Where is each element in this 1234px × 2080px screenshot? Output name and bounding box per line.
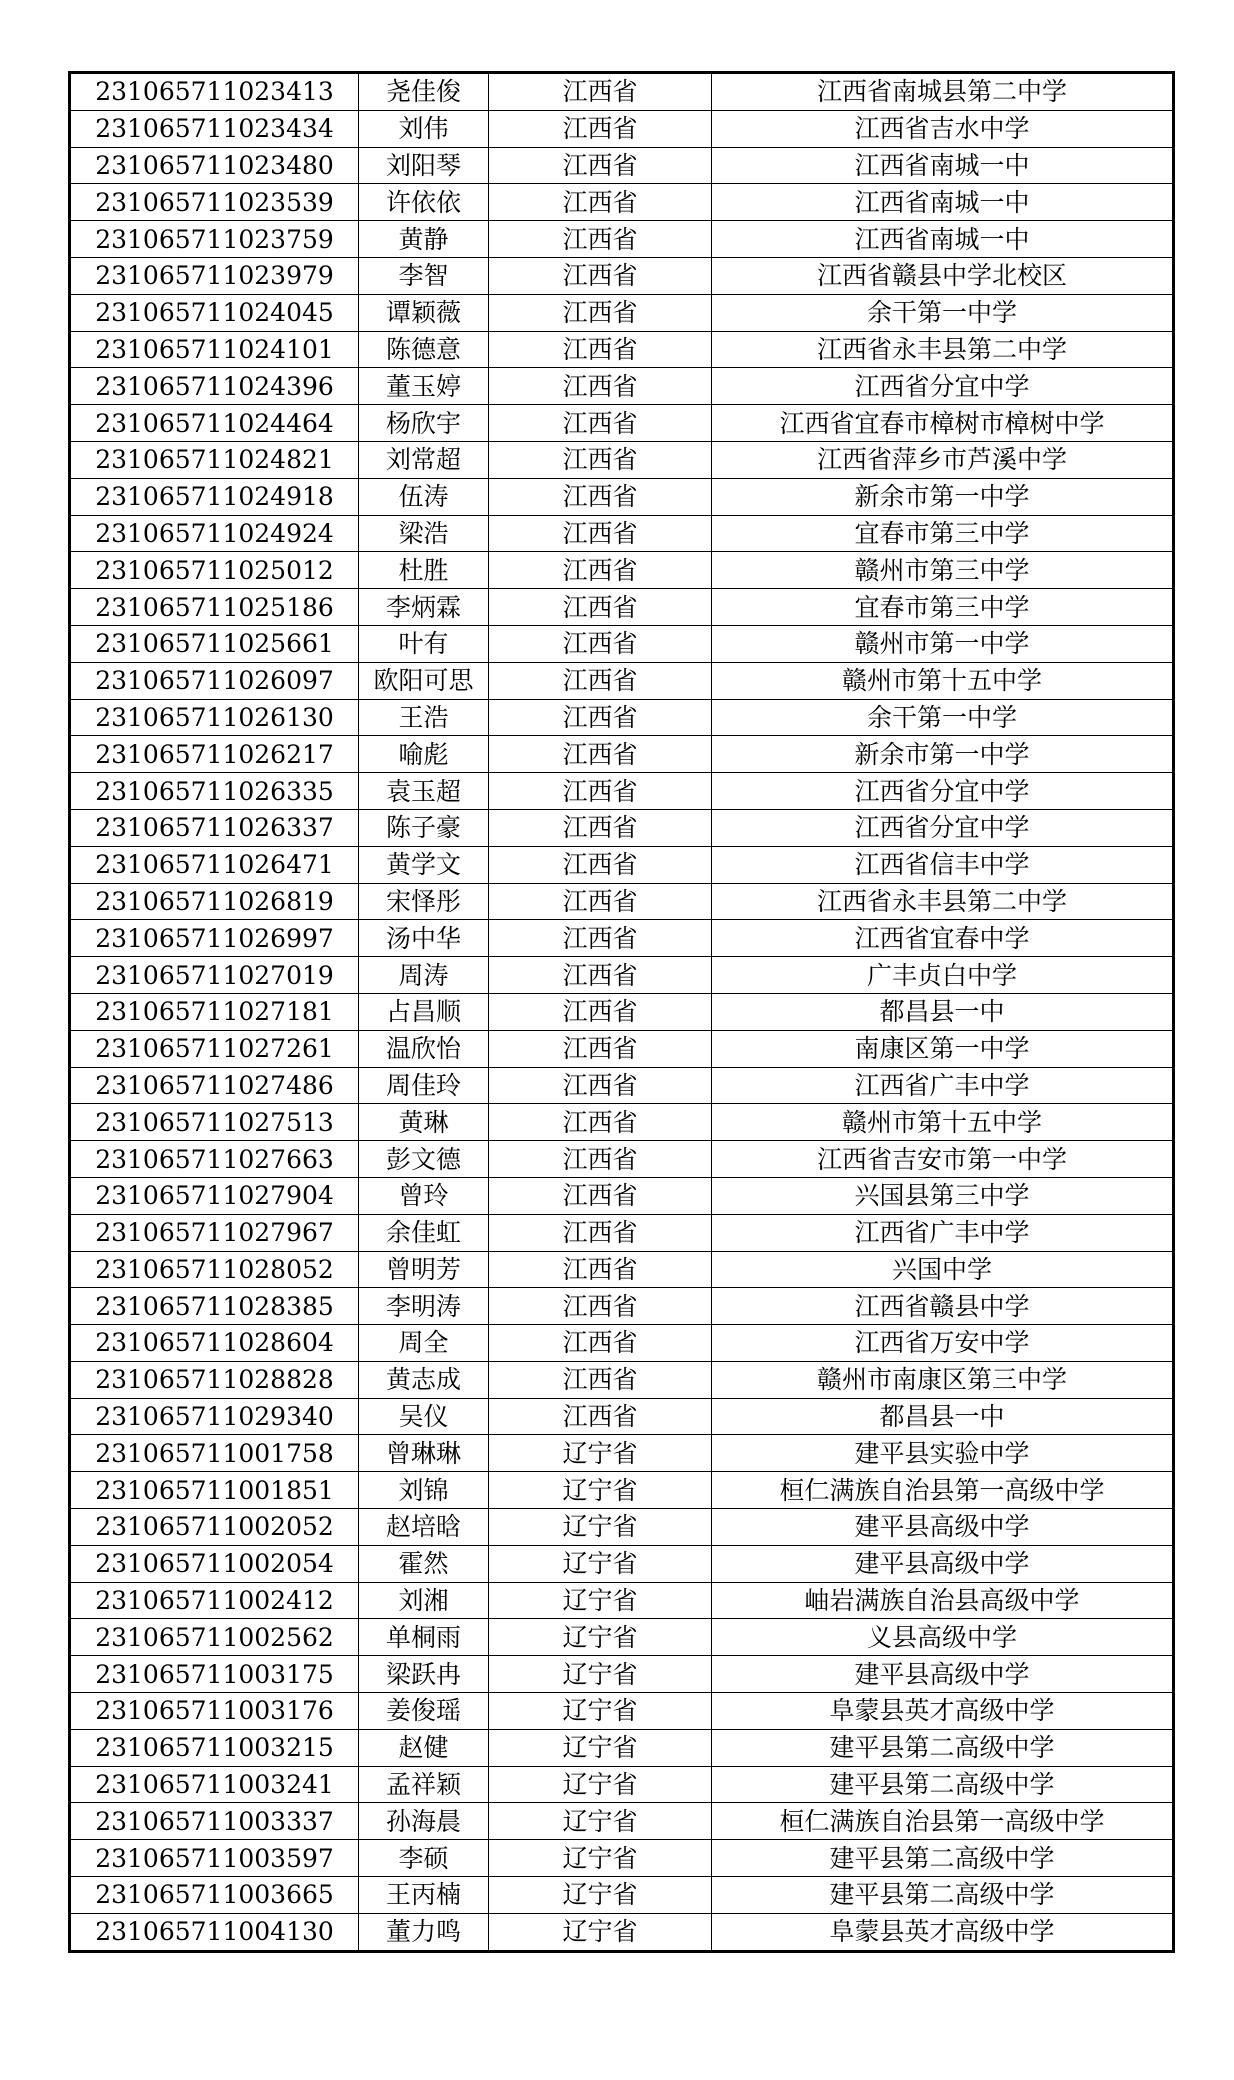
province-cell: 江西省 bbox=[489, 184, 712, 221]
school-cell: 兴国中学 bbox=[712, 1251, 1174, 1288]
candidate-id-cell: 231065711029340 bbox=[70, 1398, 359, 1435]
table-row bbox=[70, 1067, 1174, 1104]
school-cell: 江西省分宜中学 bbox=[712, 368, 1174, 405]
province-cell: 江西省 bbox=[489, 73, 712, 111]
name-cell: 曾明芳 bbox=[359, 1251, 489, 1288]
candidate-id-cell: 231065711003337 bbox=[70, 1803, 359, 1840]
school-cell: 南康区第一中学 bbox=[712, 1030, 1174, 1067]
name-cell: 陈德意 bbox=[359, 331, 489, 368]
candidate-id-cell: 231065711026097 bbox=[70, 662, 359, 699]
province-cell: 江西省 bbox=[489, 736, 712, 773]
candidate-id-cell: 231065711003241 bbox=[70, 1766, 359, 1803]
table-row bbox=[70, 1288, 1174, 1325]
province-cell: 江西省 bbox=[489, 1104, 712, 1141]
province-cell: 辽宁省 bbox=[489, 1656, 712, 1693]
name-cell: 周全 bbox=[359, 1325, 489, 1362]
table-row bbox=[70, 1435, 1174, 1472]
school-cell: 阜蒙县英才高级中学 bbox=[712, 1913, 1174, 1951]
candidate-id-cell: 231065711002562 bbox=[70, 1619, 359, 1656]
table-row bbox=[70, 257, 1174, 294]
name-cell: 黄志成 bbox=[359, 1361, 489, 1398]
province-cell: 江西省 bbox=[489, 662, 712, 699]
name-cell: 霍然 bbox=[359, 1545, 489, 1582]
table-row bbox=[70, 1472, 1174, 1509]
name-cell: 周涛 bbox=[359, 957, 489, 994]
school-cell: 桓仁满族自治县第一高级中学 bbox=[712, 1472, 1174, 1509]
province-cell: 江西省 bbox=[489, 1177, 712, 1214]
table-row bbox=[70, 1803, 1174, 1840]
name-cell: 孟祥颖 bbox=[359, 1766, 489, 1803]
table-row bbox=[70, 699, 1174, 736]
table-row bbox=[70, 552, 1174, 589]
school-cell: 兴国县第三中学 bbox=[712, 1177, 1174, 1214]
school-cell: 岫岩满族自治县高级中学 bbox=[712, 1582, 1174, 1619]
school-cell: 建平县第二高级中学 bbox=[712, 1877, 1174, 1914]
name-cell: 董力鸣 bbox=[359, 1913, 489, 1951]
candidate-id-cell: 231065711027904 bbox=[70, 1177, 359, 1214]
school-cell: 江西省宜春市樟树市樟树中学 bbox=[712, 405, 1174, 442]
school-cell: 新余市第一中学 bbox=[712, 478, 1174, 515]
province-cell: 江西省 bbox=[489, 147, 712, 184]
name-cell: 温欣怡 bbox=[359, 1030, 489, 1067]
school-cell: 建平县高级中学 bbox=[712, 1545, 1174, 1582]
province-cell: 江西省 bbox=[489, 1030, 712, 1067]
table-row bbox=[70, 920, 1174, 957]
school-cell: 建平县第二高级中学 bbox=[712, 1729, 1174, 1766]
school-cell: 赣州市南康区第三中学 bbox=[712, 1361, 1174, 1398]
candidate-id-cell: 231065711003175 bbox=[70, 1656, 359, 1693]
name-cell: 叶有 bbox=[359, 625, 489, 662]
school-cell: 江西省永丰县第二中学 bbox=[712, 883, 1174, 920]
school-cell: 桓仁满族自治县第一高级中学 bbox=[712, 1803, 1174, 1840]
table-row bbox=[70, 883, 1174, 920]
name-cell: 刘湘 bbox=[359, 1582, 489, 1619]
candidate-id-cell: 231065711028385 bbox=[70, 1288, 359, 1325]
school-cell: 江西省南城一中 bbox=[712, 221, 1174, 258]
school-cell: 建平县第二高级中学 bbox=[712, 1766, 1174, 1803]
table-row bbox=[70, 662, 1174, 699]
name-cell: 梁跃冉 bbox=[359, 1656, 489, 1693]
name-cell: 刘阳琴 bbox=[359, 147, 489, 184]
school-cell: 江西省萍乡市芦溪中学 bbox=[712, 441, 1174, 478]
name-cell: 喻彪 bbox=[359, 736, 489, 773]
school-cell: 宜春市第三中学 bbox=[712, 515, 1174, 552]
name-cell: 赵培晗 bbox=[359, 1509, 489, 1546]
province-cell: 辽宁省 bbox=[489, 1913, 712, 1951]
table-row bbox=[70, 1398, 1174, 1435]
name-cell: 曾玲 bbox=[359, 1177, 489, 1214]
school-cell: 都昌县一中 bbox=[712, 993, 1174, 1030]
candidate-id-cell: 231065711025186 bbox=[70, 589, 359, 626]
table-row bbox=[70, 589, 1174, 626]
school-cell: 江西省吉水中学 bbox=[712, 110, 1174, 147]
province-cell: 江西省 bbox=[489, 957, 712, 994]
province-cell: 辽宁省 bbox=[489, 1619, 712, 1656]
table-row bbox=[70, 809, 1174, 846]
candidate-id-cell: 231065711001851 bbox=[70, 1472, 359, 1509]
name-cell: 周佳玲 bbox=[359, 1067, 489, 1104]
province-cell: 江西省 bbox=[489, 625, 712, 662]
name-cell: 尧佳俊 bbox=[359, 73, 489, 111]
province-cell: 辽宁省 bbox=[489, 1582, 712, 1619]
candidate-id-cell: 231065711023759 bbox=[70, 221, 359, 258]
table-row bbox=[70, 1325, 1174, 1362]
table-row bbox=[70, 1656, 1174, 1693]
name-cell: 刘伟 bbox=[359, 110, 489, 147]
province-cell: 江西省 bbox=[489, 478, 712, 515]
province-cell: 江西省 bbox=[489, 993, 712, 1030]
name-cell: 李炳霖 bbox=[359, 589, 489, 626]
candidate-id-cell: 231065711024464 bbox=[70, 405, 359, 442]
candidate-id-cell: 231065711026130 bbox=[70, 699, 359, 736]
province-cell: 江西省 bbox=[489, 1141, 712, 1178]
name-cell: 杨欣宇 bbox=[359, 405, 489, 442]
candidate-id-cell: 231065711026471 bbox=[70, 846, 359, 883]
name-cell: 梁浩 bbox=[359, 515, 489, 552]
candidate-id-cell: 231065711027663 bbox=[70, 1141, 359, 1178]
candidate-id-cell: 231065711003665 bbox=[70, 1877, 359, 1914]
province-cell: 江西省 bbox=[489, 110, 712, 147]
school-cell: 赣州市第十五中学 bbox=[712, 1104, 1174, 1141]
name-cell: 欧阳可思 bbox=[359, 662, 489, 699]
table-row bbox=[70, 1729, 1174, 1766]
province-cell: 江西省 bbox=[489, 589, 712, 626]
province-cell: 江西省 bbox=[489, 294, 712, 331]
name-cell: 黄静 bbox=[359, 221, 489, 258]
candidate-id-cell: 231065711002052 bbox=[70, 1509, 359, 1546]
candidate-id-cell: 231065711026217 bbox=[70, 736, 359, 773]
candidate-id-cell: 231065711027181 bbox=[70, 993, 359, 1030]
province-cell: 江西省 bbox=[489, 405, 712, 442]
candidate-id-cell: 231065711024101 bbox=[70, 331, 359, 368]
candidate-id-cell: 231065711024396 bbox=[70, 368, 359, 405]
table-row bbox=[70, 1877, 1174, 1914]
name-cell: 占昌顺 bbox=[359, 993, 489, 1030]
name-cell: 袁玉超 bbox=[359, 773, 489, 810]
table-row bbox=[70, 736, 1174, 773]
province-cell: 江西省 bbox=[489, 1251, 712, 1288]
province-cell: 江西省 bbox=[489, 1325, 712, 1362]
province-cell: 江西省 bbox=[489, 1361, 712, 1398]
school-cell: 江西省赣县中学北校区 bbox=[712, 257, 1174, 294]
candidate-id-cell: 231065711026819 bbox=[70, 883, 359, 920]
table-row bbox=[70, 73, 1174, 111]
name-cell: 李硕 bbox=[359, 1840, 489, 1877]
school-cell: 都昌县一中 bbox=[712, 1398, 1174, 1435]
roster-table-body bbox=[70, 73, 1174, 1952]
school-cell: 建平县第二高级中学 bbox=[712, 1840, 1174, 1877]
candidate-id-cell: 231065711023413 bbox=[70, 73, 359, 111]
name-cell: 许依依 bbox=[359, 184, 489, 221]
province-cell: 江西省 bbox=[489, 368, 712, 405]
table-row bbox=[70, 147, 1174, 184]
name-cell: 黄学文 bbox=[359, 846, 489, 883]
candidate-id-cell: 231065711023434 bbox=[70, 110, 359, 147]
table-row bbox=[70, 478, 1174, 515]
table-row bbox=[70, 1177, 1174, 1214]
school-cell: 赣州市第一中学 bbox=[712, 625, 1174, 662]
school-cell: 广丰贞白中学 bbox=[712, 957, 1174, 994]
name-cell: 王浩 bbox=[359, 699, 489, 736]
name-cell: 李智 bbox=[359, 257, 489, 294]
candidate-id-cell: 231065711025661 bbox=[70, 625, 359, 662]
name-cell: 赵健 bbox=[359, 1729, 489, 1766]
school-cell: 江西省信丰中学 bbox=[712, 846, 1174, 883]
school-cell: 江西省南城一中 bbox=[712, 147, 1174, 184]
province-cell: 江西省 bbox=[489, 441, 712, 478]
table-row bbox=[70, 221, 1174, 258]
province-cell: 江西省 bbox=[489, 1398, 712, 1435]
school-cell: 赣州市第十五中学 bbox=[712, 662, 1174, 699]
table-row bbox=[70, 368, 1174, 405]
school-cell: 义县高级中学 bbox=[712, 1619, 1174, 1656]
table-row bbox=[70, 1361, 1174, 1398]
province-cell: 辽宁省 bbox=[489, 1803, 712, 1840]
province-cell: 江西省 bbox=[489, 773, 712, 810]
table-row bbox=[70, 1693, 1174, 1730]
school-cell: 宜春市第三中学 bbox=[712, 589, 1174, 626]
candidate-id-cell: 231065711027513 bbox=[70, 1104, 359, 1141]
name-cell: 姜俊瑶 bbox=[359, 1693, 489, 1730]
name-cell: 黄琳 bbox=[359, 1104, 489, 1141]
school-cell: 江西省广丰中学 bbox=[712, 1067, 1174, 1104]
roster-table bbox=[68, 71, 1175, 1953]
candidate-id-cell: 231065711026335 bbox=[70, 773, 359, 810]
province-cell: 江西省 bbox=[489, 846, 712, 883]
school-cell: 建平县实验中学 bbox=[712, 1435, 1174, 1472]
school-cell: 余干第一中学 bbox=[712, 699, 1174, 736]
province-cell: 辽宁省 bbox=[489, 1840, 712, 1877]
table-row bbox=[70, 1251, 1174, 1288]
candidate-id-cell: 231065711027261 bbox=[70, 1030, 359, 1067]
name-cell: 汤中华 bbox=[359, 920, 489, 957]
candidate-id-cell: 231065711023480 bbox=[70, 147, 359, 184]
school-cell: 江西省分宜中学 bbox=[712, 773, 1174, 810]
province-cell: 江西省 bbox=[489, 1288, 712, 1325]
candidate-id-cell: 231065711001758 bbox=[70, 1435, 359, 1472]
candidate-id-cell: 231065711026337 bbox=[70, 809, 359, 846]
name-cell: 曾琳琳 bbox=[359, 1435, 489, 1472]
name-cell: 谭颖薇 bbox=[359, 294, 489, 331]
table-row bbox=[70, 993, 1174, 1030]
province-cell: 辽宁省 bbox=[489, 1693, 712, 1730]
province-cell: 辽宁省 bbox=[489, 1729, 712, 1766]
table-row bbox=[70, 1141, 1174, 1178]
school-cell: 江西省永丰县第二中学 bbox=[712, 331, 1174, 368]
province-cell: 江西省 bbox=[489, 221, 712, 258]
school-cell: 阜蒙县英才高级中学 bbox=[712, 1693, 1174, 1730]
candidate-id-cell: 231065711002054 bbox=[70, 1545, 359, 1582]
table-row bbox=[70, 1582, 1174, 1619]
candidate-id-cell: 231065711003176 bbox=[70, 1693, 359, 1730]
name-cell: 单桐雨 bbox=[359, 1619, 489, 1656]
table-row bbox=[70, 184, 1174, 221]
name-cell: 孙海晨 bbox=[359, 1803, 489, 1840]
school-cell: 江西省南城县第二中学 bbox=[712, 73, 1174, 111]
table-row bbox=[70, 773, 1174, 810]
school-cell: 江西省吉安市第一中学 bbox=[712, 1141, 1174, 1178]
province-cell: 江西省 bbox=[489, 552, 712, 589]
school-cell: 江西省万安中学 bbox=[712, 1325, 1174, 1362]
school-cell: 建平县高级中学 bbox=[712, 1656, 1174, 1693]
name-cell: 杜胜 bbox=[359, 552, 489, 589]
province-cell: 江西省 bbox=[489, 809, 712, 846]
name-cell: 余佳虹 bbox=[359, 1214, 489, 1251]
province-cell: 辽宁省 bbox=[489, 1545, 712, 1582]
province-cell: 辽宁省 bbox=[489, 1877, 712, 1914]
table-row bbox=[70, 515, 1174, 552]
province-cell: 辽宁省 bbox=[489, 1435, 712, 1472]
province-cell: 江西省 bbox=[489, 1067, 712, 1104]
school-cell: 赣州市第三中学 bbox=[712, 552, 1174, 589]
table-row bbox=[70, 441, 1174, 478]
school-cell: 余干第一中学 bbox=[712, 294, 1174, 331]
table-row bbox=[70, 1766, 1174, 1803]
name-cell: 陈子豪 bbox=[359, 809, 489, 846]
candidate-id-cell: 231065711002412 bbox=[70, 1582, 359, 1619]
table-row bbox=[70, 110, 1174, 147]
province-cell: 江西省 bbox=[489, 699, 712, 736]
table-row bbox=[70, 625, 1174, 662]
candidate-id-cell: 231065711028828 bbox=[70, 1361, 359, 1398]
candidate-id-cell: 231065711004130 bbox=[70, 1913, 359, 1951]
table-row bbox=[70, 1913, 1174, 1951]
table-row bbox=[70, 957, 1174, 994]
table-row bbox=[70, 1104, 1174, 1141]
province-cell: 江西省 bbox=[489, 515, 712, 552]
table-row bbox=[70, 1545, 1174, 1582]
candidate-id-cell: 231065711027967 bbox=[70, 1214, 359, 1251]
candidate-id-cell: 231065711027486 bbox=[70, 1067, 359, 1104]
name-cell: 李明涛 bbox=[359, 1288, 489, 1325]
name-cell: 吴仪 bbox=[359, 1398, 489, 1435]
candidate-id-cell: 231065711024821 bbox=[70, 441, 359, 478]
table-row bbox=[70, 1840, 1174, 1877]
table-row bbox=[70, 1509, 1174, 1546]
candidate-id-cell: 231065711028604 bbox=[70, 1325, 359, 1362]
candidate-id-cell: 231065711028052 bbox=[70, 1251, 359, 1288]
name-cell: 宋怿彤 bbox=[359, 883, 489, 920]
school-cell: 江西省赣县中学 bbox=[712, 1288, 1174, 1325]
candidate-id-cell: 231065711026997 bbox=[70, 920, 359, 957]
province-cell: 辽宁省 bbox=[489, 1509, 712, 1546]
table-row bbox=[70, 1030, 1174, 1067]
table-row bbox=[70, 294, 1174, 331]
school-cell: 江西省宜春中学 bbox=[712, 920, 1174, 957]
candidate-id-cell: 231065711024045 bbox=[70, 294, 359, 331]
name-cell: 王丙楠 bbox=[359, 1877, 489, 1914]
name-cell: 刘常超 bbox=[359, 441, 489, 478]
province-cell: 江西省 bbox=[489, 257, 712, 294]
school-cell: 新余市第一中学 bbox=[712, 736, 1174, 773]
province-cell: 江西省 bbox=[489, 331, 712, 368]
table-row bbox=[70, 1214, 1174, 1251]
table-row bbox=[70, 331, 1174, 368]
school-cell: 建平县高级中学 bbox=[712, 1509, 1174, 1546]
province-cell: 辽宁省 bbox=[489, 1766, 712, 1803]
province-cell: 江西省 bbox=[489, 883, 712, 920]
name-cell: 彭文德 bbox=[359, 1141, 489, 1178]
candidate-id-cell: 231065711003215 bbox=[70, 1729, 359, 1766]
name-cell: 董玉婷 bbox=[359, 368, 489, 405]
school-cell: 江西省广丰中学 bbox=[712, 1214, 1174, 1251]
name-cell: 刘锦 bbox=[359, 1472, 489, 1509]
table-row bbox=[70, 846, 1174, 883]
province-cell: 江西省 bbox=[489, 1214, 712, 1251]
province-cell: 江西省 bbox=[489, 920, 712, 957]
candidate-id-cell: 231065711024918 bbox=[70, 478, 359, 515]
school-cell: 江西省分宜中学 bbox=[712, 809, 1174, 846]
province-cell: 辽宁省 bbox=[489, 1472, 712, 1509]
candidate-id-cell: 231065711025012 bbox=[70, 552, 359, 589]
school-cell: 江西省南城一中 bbox=[712, 184, 1174, 221]
candidate-id-cell: 231065711023539 bbox=[70, 184, 359, 221]
table-row bbox=[70, 405, 1174, 442]
table-row bbox=[70, 1619, 1174, 1656]
candidate-id-cell: 231065711023979 bbox=[70, 257, 359, 294]
candidate-id-cell: 231065711024924 bbox=[70, 515, 359, 552]
name-cell: 伍涛 bbox=[359, 478, 489, 515]
candidate-id-cell: 231065711027019 bbox=[70, 957, 359, 994]
candidate-id-cell: 231065711003597 bbox=[70, 1840, 359, 1877]
